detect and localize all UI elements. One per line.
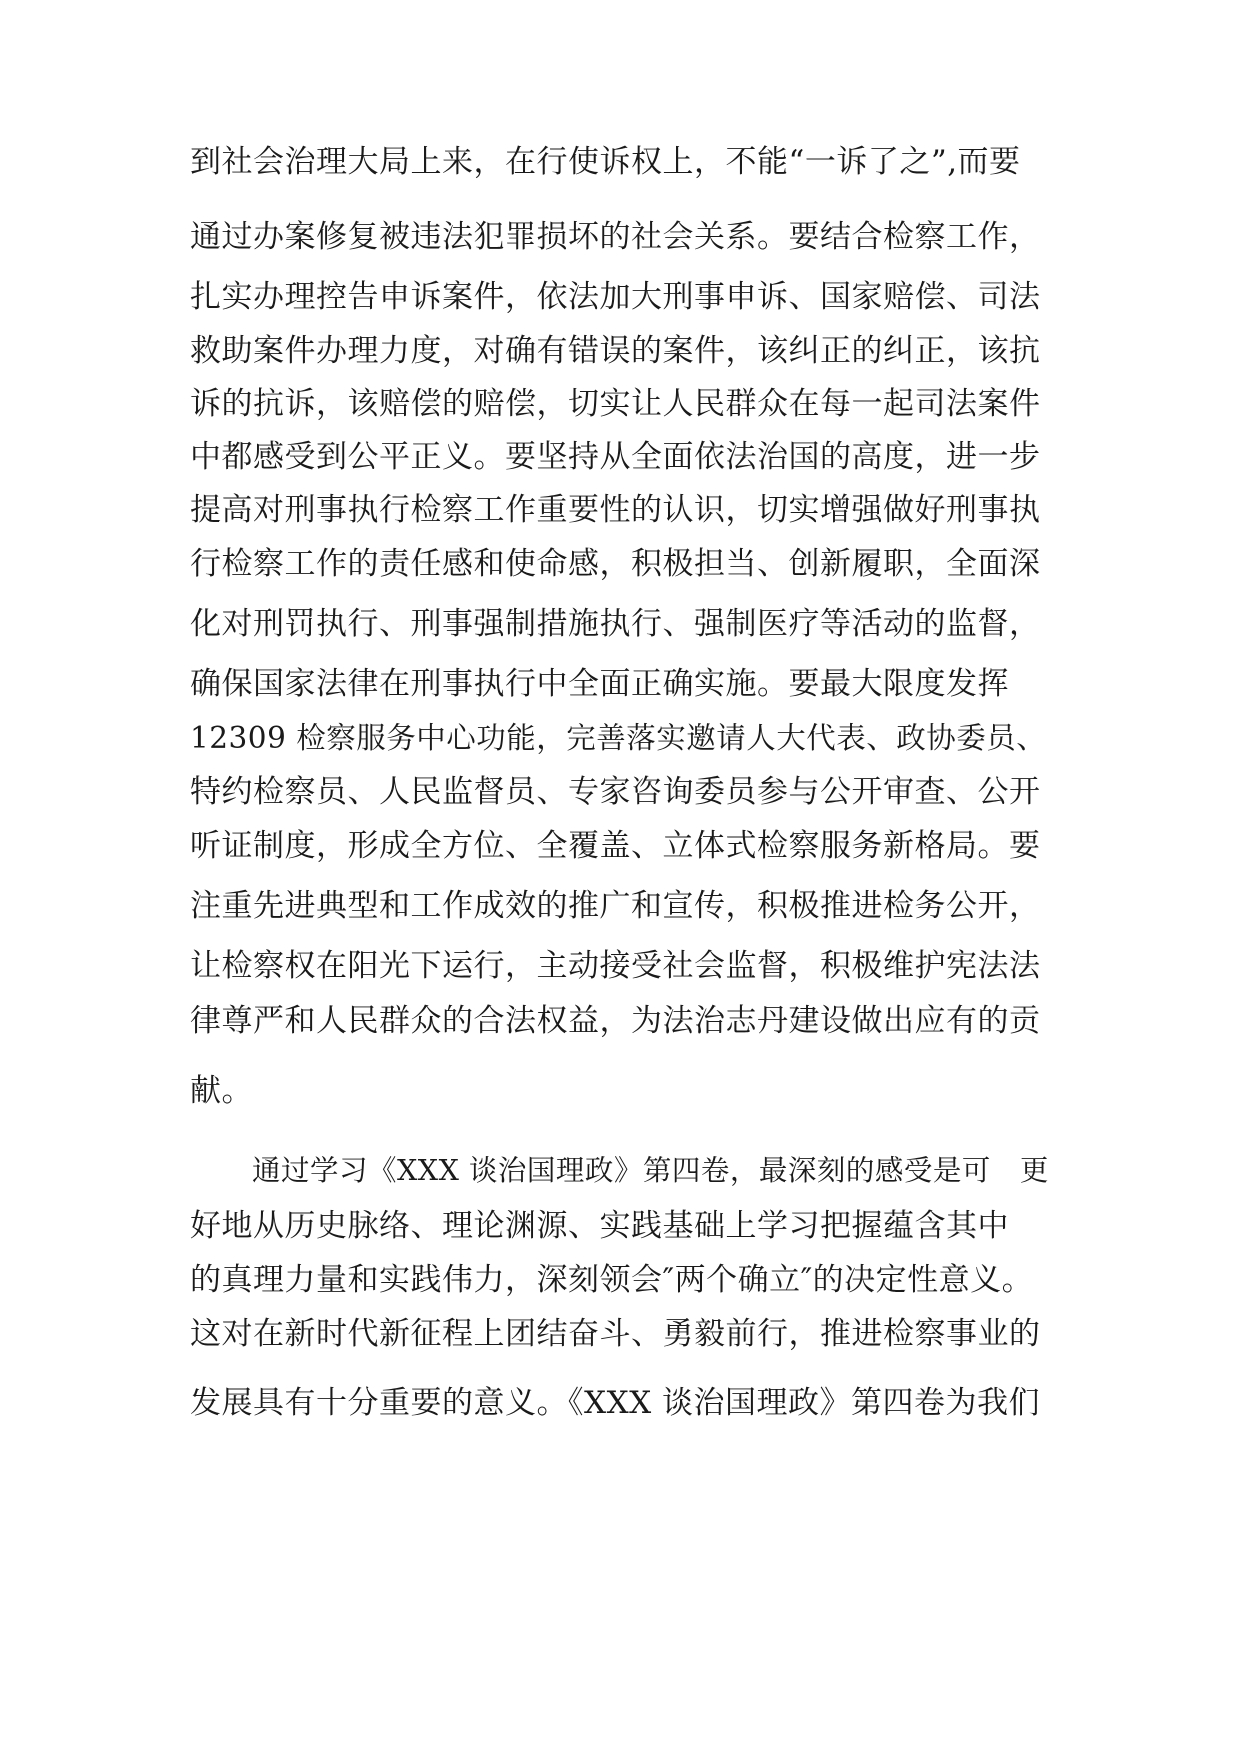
text-line: 献。 (190, 1073, 253, 1109)
text-line: 的真理力量和实践伟力，深刻领会″两个确立″的决定性意义。 (190, 1262, 1034, 1298)
text-line: 通过办案修复被违法犯罪损坏的社会关系。要结合检察工作， (190, 219, 1041, 255)
text-line: 诉的抗诉，该赔偿的赔偿，切实让人民群众在每一起司法案件 (190, 386, 1041, 422)
text-line: 12309 检察服务中心功能，完善落实邀请人大代表、政协委员、 (190, 721, 1047, 755)
text-line: 化对刑罚执行、刑事强制措施执行、强制医疗等活动的监督， (190, 606, 1041, 642)
text-line: 律尊严和人民群众的合法权益，为法治志丹建设做出应有的贡 (190, 1003, 1041, 1039)
text-line: 救助案件办理力度，对确有错误的案件，该纠正的纠正，该抗 (190, 333, 1041, 369)
text-line: 好地从历史脉络、理论渊源、实践基础上学习把握蕴含其中 (190, 1208, 1009, 1244)
text-line: 让检察权在阳光下运行，主动接受社会监督，积极维护宪法法 (190, 948, 1041, 984)
text-line: 中都感受到公平正义。要坚持从全面依法治国的高度，进一步 (190, 439, 1041, 475)
text-line: 注重先进典型和工作成效的推广和宣传，积极推进检务公开， (190, 888, 1041, 924)
text-line: 到社会治理大局上来，在行使诉权上，不能“一诉了之”,而要 (190, 144, 1021, 180)
text-line: 扎实办理控告申诉案件，依法加大刑事申诉、国家赔偿、司法 (190, 279, 1041, 315)
text-line: 行检察工作的责任感和使命感，积极担当、创新履职，全面深 (190, 546, 1041, 582)
text-line: 特约检察员、人民监督员、专家咨询委员参与公开审查、公开 (190, 774, 1041, 810)
text-line: 这对在新时代新征程上团结奋斗、勇毅前行，推进检察事业的 (190, 1316, 1041, 1352)
text-line-indented: 通过学习《XXX 谈治国理政》第四卷，最深刻的感受是可 更 (252, 1154, 1049, 1187)
text-line: 提高对刑事执行检察工作重要性的认识，切实增强做好刑事执 (190, 492, 1041, 528)
text-line: 发展具有十分重要的意义。《XXX 谈治国理政》第四卷为我们 (190, 1385, 1041, 1421)
text-line: 听证制度，形成全方位、全覆盖、立体式检察服务新格局。要 (190, 828, 1041, 864)
text-line: 确保国家法律在刑事执行中全面正确实施。要最大限度发挥 (190, 666, 1009, 702)
